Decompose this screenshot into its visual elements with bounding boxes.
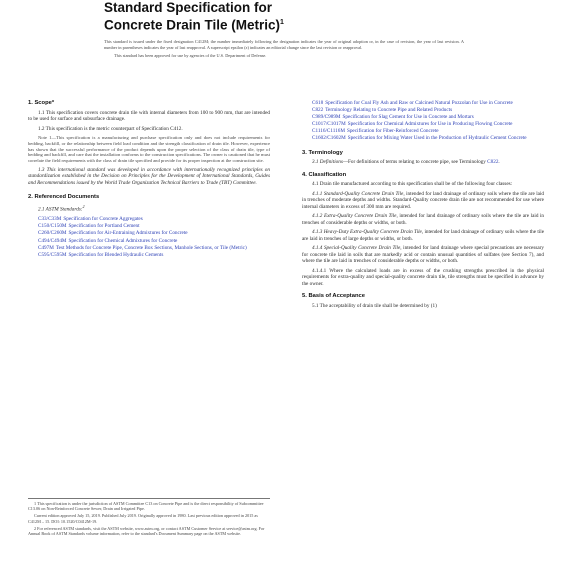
intro-paragraph-2: This standard has been approved for use by agencies of the U.S. Department of Defense.: [114, 53, 267, 59]
reference-item[interactable]: [28, 216, 270, 223]
reference-title[interactable]: Specification for Portland Cement: [68, 223, 140, 230]
section-heading-referenced-documents: 2. Referenced Documents: [28, 194, 100, 201]
reference-code[interactable]: C595/C595M: [38, 251, 67, 258]
reference-code[interactable]: C989/C989M: [312, 114, 341, 121]
reference-title[interactable]: Specification for Chemical Admixtures for Concrete: [68, 237, 178, 244]
reference-item[interactable]: [302, 114, 544, 121]
reference-title[interactable]: Specification for Slag Cement for Use in Concrete and Mortars: [342, 114, 474, 121]
reference-title[interactable]: Specification for Blended Hydraulic Cements: [68, 251, 164, 258]
reference-code[interactable]: C497M: [38, 244, 54, 251]
reference-code[interactable]: C1116/C1116M: [312, 128, 345, 135]
reference-title[interactable]: Specification for Concrete Aggregates: [63, 216, 143, 223]
footnote-marker-2: 2: [82, 203, 85, 209]
footnotes: [28, 498, 270, 538]
reference-item[interactable]: [28, 230, 270, 237]
reference-code[interactable]: C260/C260M: [38, 230, 67, 237]
paragraph-4-1-3-lead: 4.1.3 Heavy-Duty Extra-Quality Concrete Drain Tile,: [312, 229, 424, 236]
paragraph-4-1-4: [302, 245, 544, 265]
reference-code[interactable]: C1602/C1602M: [312, 135, 346, 142]
reference-item[interactable]: [302, 100, 544, 107]
paragraph-4-1-4-lead: 4.1.4 Special-Quality Concrete Drain Tile,: [312, 245, 402, 252]
reference-item[interactable]: [302, 135, 544, 142]
paragraph-4-1-2-lead: 4.1.2 Extra-Quality Concrete Drain Tile,: [312, 213, 398, 220]
paragraph-4-1-4-1: 4.1.4.1 Where the calculated loads are in excess of the crushing strengths prescribed in the physical requirements for extra-quality and special-quality concrete drain tile, tile strengths must be specified in advance by the owner.: [302, 267, 544, 287]
section-heading-basis-of-acceptance: 5. Basis of Acceptance: [302, 293, 365, 300]
title-line-2-text: Concrete Drain Tile (Metric): [104, 17, 281, 33]
reference-title[interactable]: Test Methods for Concrete Pipe, Concrete Box Sections, Manhole Sections, or Tile (Metric): [55, 244, 247, 251]
note-1: Note 1—This specification is a manufacturing and purchase specification only and does not include requirements for bedding, backfill, or the relationship between field load condition and the strength classification of drain tile. However, experience has shown that the successful performance of the product depends upon the proper selection of the class of drain tile, type of bedding and backfill, and care that the installation conforms to the construction specifications. The owner is cautioned that he must correlate the field requirements with the class of drain tile specified and provide for its proper inspection at the construction site.: [28, 135, 270, 164]
reference-item[interactable]: [302, 107, 544, 114]
footnote-1: 1 This specification is under the jurisdiction of ASTM Committee C13 on Concrete Pipe and is the direct responsibility of Subcommittee C13.06 on Non-Reinforced Concrete Sewer, Drain and Irrigated Pipe.: [28, 501, 264, 512]
paragraph-4-1-1-body: intended for land drainage of ordinary soils where the tile are laid in trenches of moderate depths and widths. Standard-Quality concrete drain tile are not recommended for use where internal diameters in excess of 300 mm are required.: [302, 190, 544, 210]
section-heading-classification: 4. Classification: [302, 171, 347, 178]
paragraph-5-1: 5.1 The acceptability of drain tile shall be determined by (1): [312, 302, 437, 309]
reference-title[interactable]: Specification for Fiber-Reinforced Concrete: [346, 128, 439, 135]
intro-notice: [104, 39, 464, 62]
reference-code[interactable]: C33/C33M: [38, 216, 62, 223]
section-heading-terminology: 3. Terminology: [302, 149, 343, 156]
reference-code[interactable]: C1017/C1017M: [312, 121, 346, 128]
title-footnote-marker: 1: [280, 19, 284, 26]
paragraph-2-1: [28, 204, 270, 213]
title-line-2: [104, 15, 284, 33]
reference-item[interactable]: [302, 121, 544, 128]
paragraph-3-1: 3.1 Definitions—For definitions of terms relating to concrete pipe, see Terminology C822.: [312, 159, 500, 166]
reference-title[interactable]: Specification for Coal Fly Ash and Raw or Calcined Natural Pozzolan for Use in Concrete: [325, 100, 513, 106]
paragraph-3-1-lead: 3.1 Definitions: [312, 159, 343, 166]
footnote-2: 2 For referenced ASTM standards, visit the ASTM website, www.astm.org, or contact ASTM Customer Service at service@astm.org. For Annual Book of ASTM Standards volume information, refer to the standard's Document Summary page on the ASTM website.: [28, 525, 265, 537]
paragraph-4-1: 4.1 Drain tile manufactured according to this specification shall be of the following four classes:: [312, 181, 513, 188]
reference-item[interactable]: [28, 245, 270, 252]
reference-code[interactable]: C150/C150M: [38, 223, 67, 230]
left-column: [28, 96, 270, 259]
paragraph-4-1-2: [302, 213, 544, 226]
reference-title[interactable]: Specification for Air-Entraining Admixtures for Concrete: [68, 230, 188, 237]
section-heading-scope: 1. Scope*: [28, 100, 55, 106]
reference-item[interactable]: [28, 252, 270, 259]
reference-title[interactable]: Specification for Chemical Admixtures for Use in Producing Flowing Concrete: [347, 121, 513, 128]
reference-item[interactable]: [28, 238, 270, 245]
paragraph-3-1-body: —For definitions of terms relating to concrete pipe, see Terminology: [342, 159, 486, 166]
intro-paragraph-1: This standard is issued under the fixed designation C412M; the number immediately following the designation indicates the year of original adoption or, in the case of revision, the year of last revision. A number in parentheses indicates the year of last reapproval. A superscript epsilon (ε) indicates an editorial change since the last revision or reapproval.: [104, 39, 464, 50]
terminology-link[interactable]: C822: [487, 159, 499, 166]
right-column: [302, 100, 544, 312]
reference-code[interactable]: C822: [312, 107, 324, 114]
paragraph-4-1-3: [302, 229, 544, 242]
reference-code[interactable]: C494/C494M: [38, 237, 67, 244]
paragraph-4-1-4-body: intended for land drainage where special precautions are necessary for concrete tile laid in soils that are markedly acid or contain unusual quantities of sulfates (see Section 7), and where the tile are laid in trenches of considerable depths or widths, or both.: [302, 245, 545, 265]
paragraph-1-2: 1.2 This specification is the metric counterpart of Specification C412.: [38, 125, 183, 132]
paragraph-4-1-1: [302, 191, 544, 211]
paragraph-1-3: 1.3 This international standard was developed in accordance with internationally recognized principles on standardization established in the Decision on Principles for the Development of International Standards, Guides and Recommendations issued by the World Trade Organization Technical Barriers to Trade (TBT) Committee.: [28, 166, 270, 186]
reference-code[interactable]: C618: [312, 100, 324, 106]
title-line-1: Standard Specification for: [104, 0, 273, 15]
paragraph-4-1-2-body: intended for land drainage of ordinary soils where the tile are laid in trenches of considerable depths or widths, or both.: [302, 213, 545, 226]
document-title: [104, 0, 284, 33]
reference-item[interactable]: [302, 128, 544, 135]
footnote-edition: Current edition approved July 15, 2019. Published July 2019. Originally approved in 1980. Last previous edition approved in 2015 as C412M – 15. DOI: 10.1520/C0412M-19.: [28, 513, 258, 524]
paragraph-1-1: 1.1 This specification covers concrete drain tile with internal diameters from 100 to 900 mm, that are intended to be used for surface and subsurface drainage.: [28, 109, 270, 122]
paragraph-4-1-3-body: intended for land drainage of ordinary soils where the tile are laid in trenches of large depths or widths, or both.: [302, 229, 545, 242]
reference-item[interactable]: [28, 223, 270, 230]
paragraph-2-1-text: 2.1 ASTM Standards:: [38, 206, 83, 213]
reference-title[interactable]: Specification for Mixing Water Used in the Production of Hydraulic Cement Concrete: [347, 135, 527, 142]
paragraph-4-1-1-lead: 4.1.1 Standard-Quality Concrete Drain Tile,: [312, 190, 405, 197]
reference-title[interactable]: Terminology Relating to Concrete Pipe and Related Products: [325, 107, 453, 114]
